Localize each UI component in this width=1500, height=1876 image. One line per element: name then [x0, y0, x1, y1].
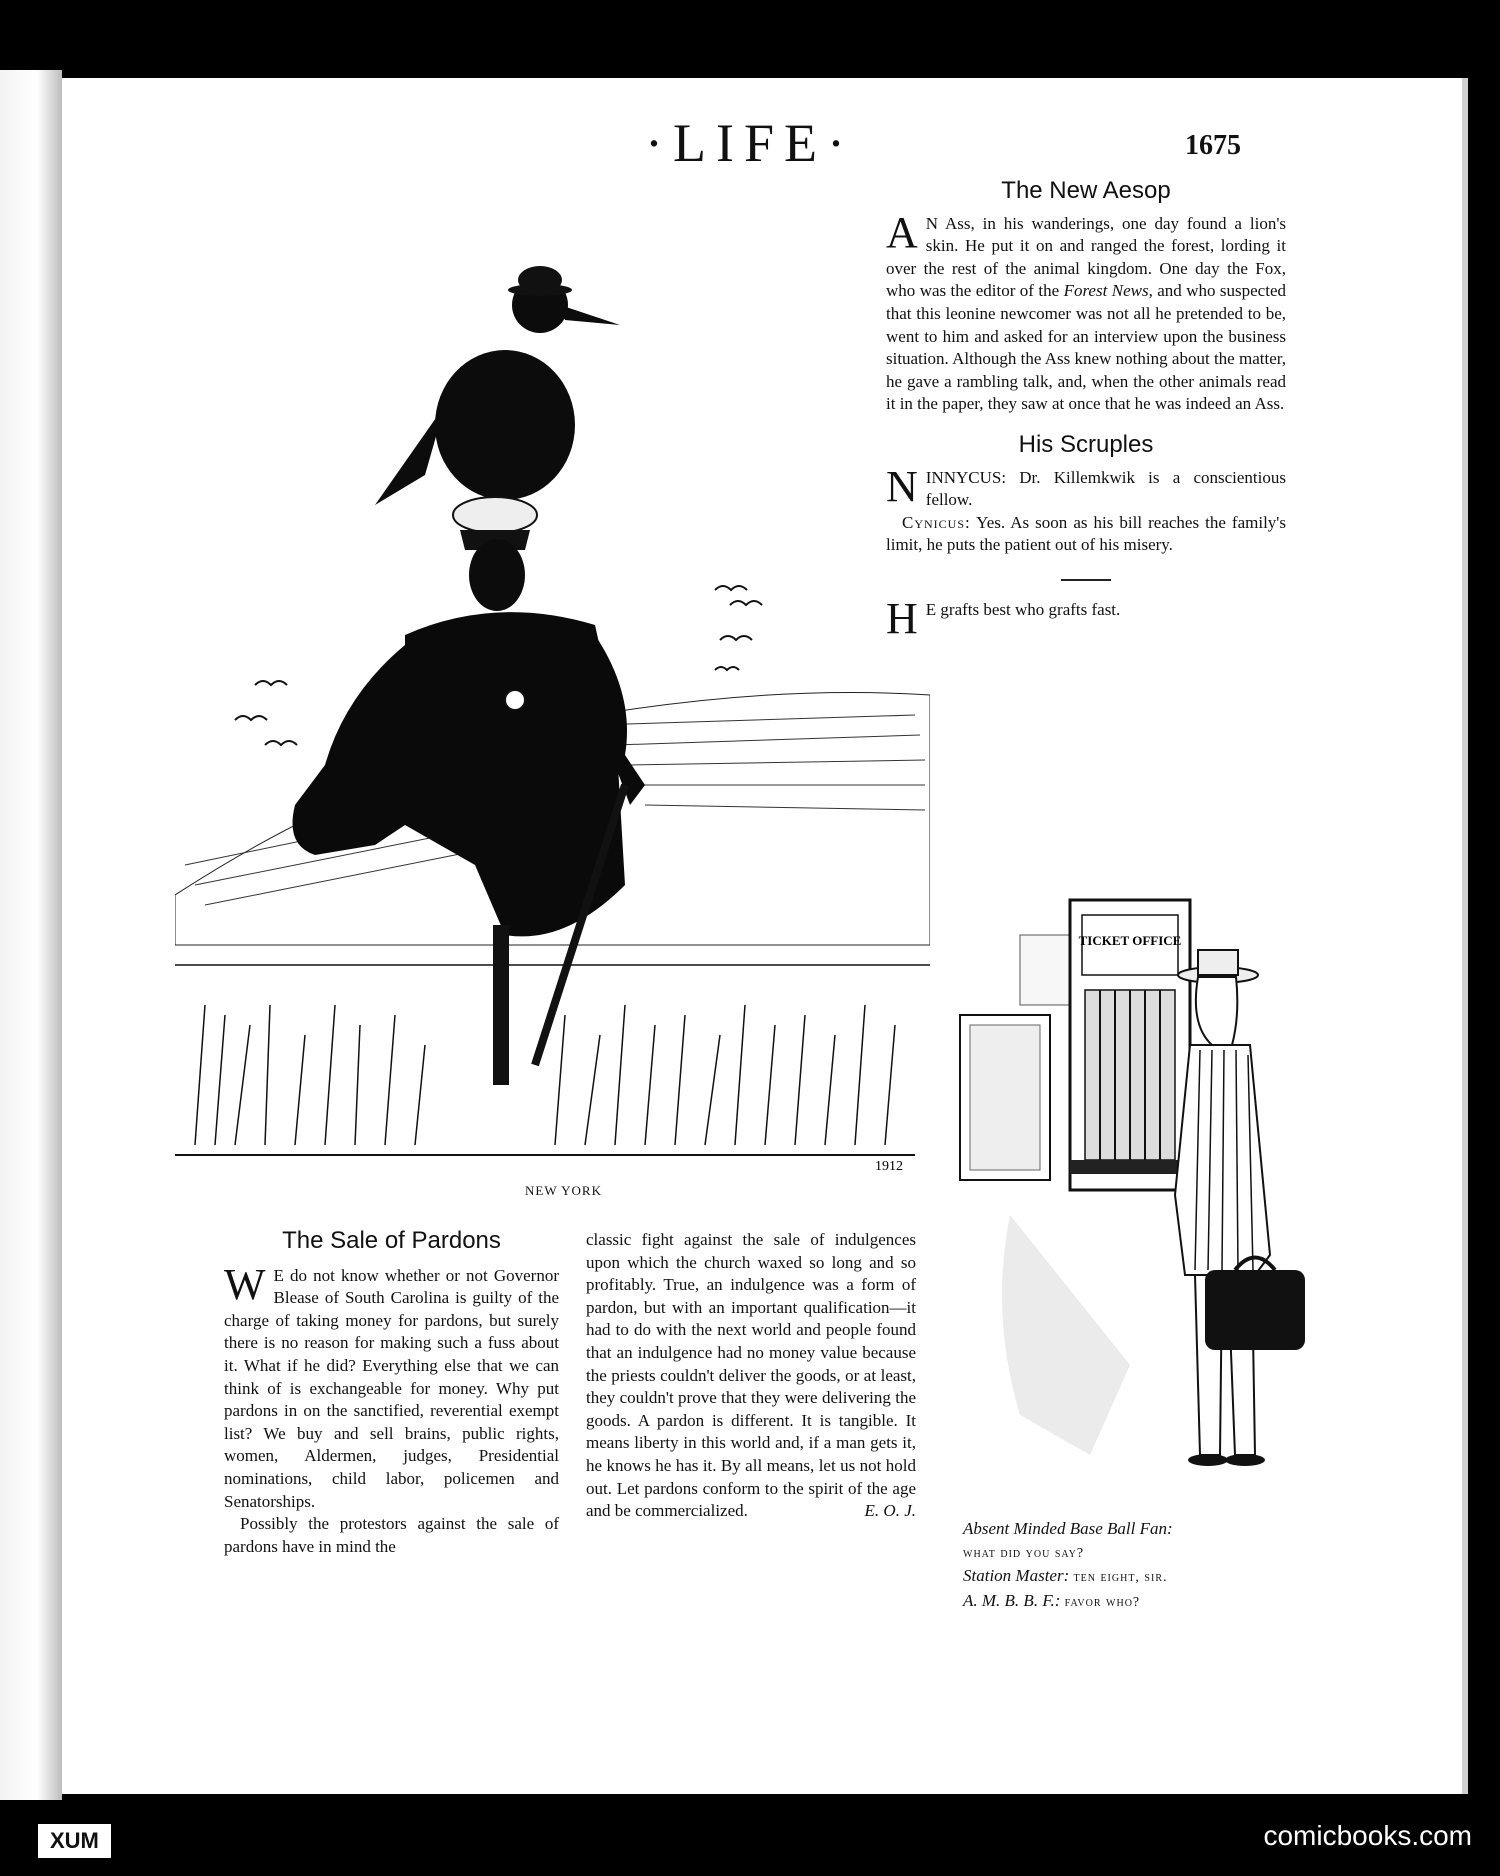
- ticket-office-cartoon: [950, 895, 1330, 1500]
- fan-line-3: A. M. B. B. F.: favor who?: [963, 1590, 1141, 1610]
- scruples-reply: Cynicus: Yes. As soon as his bill reaches the family's limit, he puts the patient out of his misery.: [886, 512, 1286, 555]
- scruples-body: NINNYCUS: Dr. Killemkwik is a conscientious fellow.: [886, 461, 1286, 511]
- fan-line-2: Station Master: ten eight, sir.: [963, 1566, 1168, 1586]
- pardons-paragraph-1: W E do not know whether or not Governor Blease of South Carolina is guilty of the charge of taking money for pardons, but surely there is no reason for making such a fuss about it. What if he did? Everything else that we can think of is exchangeable for money. Why put pardons in on the sanctified, reverential exempt list? We buy and sell brains, public rights, women, Aldermen, judges, Presidential nominations, child labor, policemen and Senatorships.: [224, 1259, 559, 1511]
- pardons-title: The Sale of Pardons: [282, 1227, 501, 1254]
- scarecrow-cartoon: [175, 245, 930, 1170]
- ticket-office-sign: TICKET OFFICE: [1078, 933, 1182, 948]
- page-number: 1675: [1185, 130, 1241, 161]
- pardons-paragraph-3: classic fight against the sale of indulgences upon which the church waxed so long and so profitably. True, an indulgence was a form of pardon, but with an important qualification—it had to do with the next world and people found that an indulgence had no money value because the priests couldn't deliver the goods, or at least, they couldn't prove that they were delivering the goods. A pardon is different. It is tangible. It means liberty in this world and, if a man gets it, he knows he has it. By all means, let us not hold out. Let pardons conform to the spirit of the age and be commercialized. E. O. J.: [586, 1229, 916, 1523]
- aesop-title: The New Aesop: [1001, 177, 1171, 204]
- aesop-body: A N Ass, in his wanderings, one day found a lion's skin. He put it on and ranged the forest, lording it over the rest of the animal kingdom. One day the Fox, who was the editor of the Forest News, and who suspected that this leonine newcomer was not all he pretended to be, went to him and asked for an interview upon the business situation. Although the Ass knew nothing about the matter, he gave a rambling talk, and, when the other animals read it in the paper, they saw at once that he was indeed an Ass.: [886, 207, 1286, 414]
- masthead: ·LIFE·: [645, 113, 855, 173]
- pardons-column-1: [224, 1227, 559, 1558]
- right-column: [886, 177, 1286, 643]
- cartoon-caption: NEW YORK: [525, 1183, 602, 1198]
- pardons-paragraph-2: Possibly the protestors against the sale of pardons have in mind the: [224, 1514, 559, 1556]
- left-page-edge: [0, 70, 62, 1800]
- pardons-dropcap: W: [224, 1259, 266, 1309]
- cartoon-year: 1912: [875, 1159, 903, 1170]
- grafts-line: H E grafts best who grafts fast.: [886, 593, 1121, 643]
- pardons-column-2: [586, 1229, 916, 1523]
- fan-dialogue: [963, 1518, 1303, 1614]
- archive-stamp: XUM: [38, 1824, 111, 1858]
- pardons-signature: E. O. J.: [864, 1501, 916, 1521]
- divider-rule: [1061, 579, 1111, 581]
- site-watermark: comicbooks.com: [1263, 1820, 1472, 1851]
- scruples-title: His Scruples: [1018, 430, 1154, 458]
- fan-line-1: Absent Minded Base Ball Fan: what did you say?: [963, 1519, 1173, 1561]
- scruples-dropcap: N: [886, 461, 918, 511]
- aesop-dropcap: A: [886, 207, 918, 257]
- grafts-dropcap: H: [886, 593, 918, 643]
